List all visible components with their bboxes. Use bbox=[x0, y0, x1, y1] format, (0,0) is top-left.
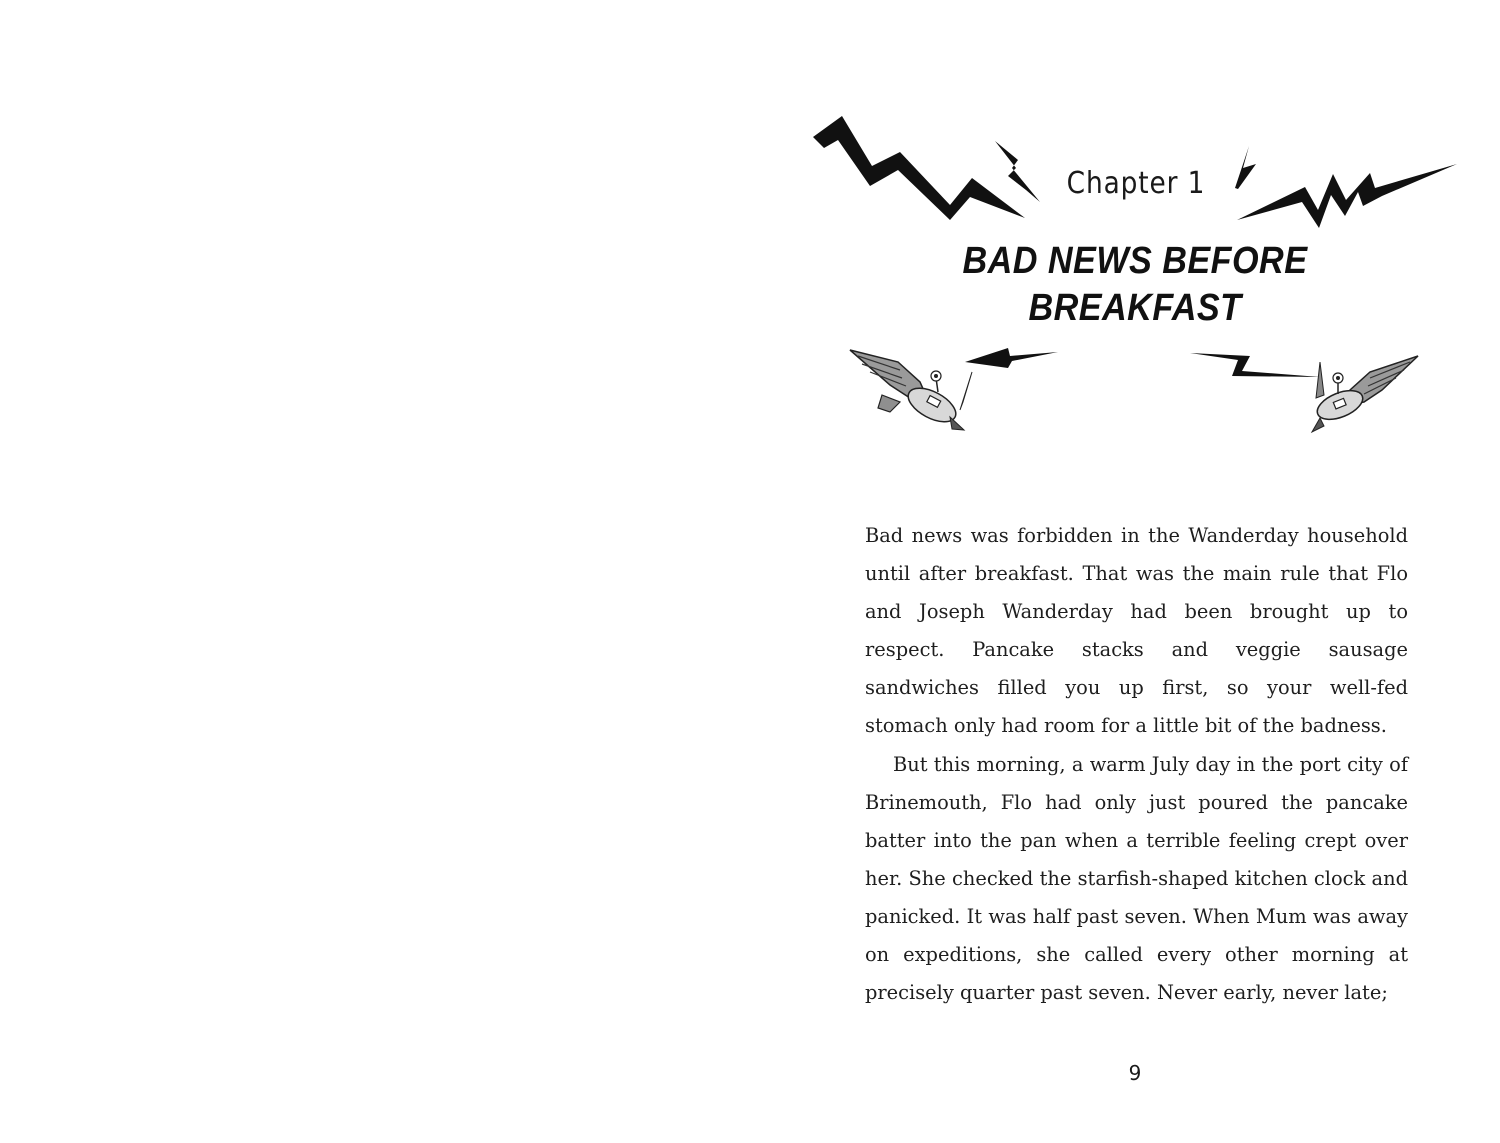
lightning-bolt-icon bbox=[1190, 353, 1320, 377]
lightning-bolt-icon bbox=[995, 141, 1040, 202]
lightning-bolt-icon bbox=[1235, 146, 1256, 189]
paragraph: Bad news was forbidden in the Wanderday household until after breakfast. That was the main rule that Flo and Joseph Wanderday had been brought up to respect. Pancake stacks and veggie sausage sandwiches filled you up first, so your well-fed stomach only had room for a little bit of the badness. bbox=[865, 524, 1408, 738]
paragraph: But this morning, a warm July day in the port city of Brinemouth, Flo had only just poured the pancake batter into the pan when a terrible feeling crept over her. She checked the starfish-shaped kitchen clock and panicked. It was half past seven. When Mum was away on expeditions, she called every other morning at precisely quarter past seven. Never early, never late; bbox=[865, 752, 1408, 1005]
chapter-number: Chapter 1 bbox=[1066, 166, 1206, 201]
chapter-title bbox=[951, 238, 1320, 332]
robot-bird-icon bbox=[1312, 356, 1418, 432]
lightning-bolt-icon bbox=[813, 116, 1025, 220]
lightning-bolt-icon bbox=[1237, 164, 1457, 228]
chapter-body-text bbox=[865, 517, 1408, 1012]
chapter-title-line: BAD NEWS BEFORE bbox=[962, 240, 1308, 282]
page-number: 9 bbox=[1128, 1061, 1142, 1085]
chapter-title-line: BREAKFAST bbox=[1028, 287, 1242, 329]
chapter-header-illustration bbox=[750, 0, 1500, 470]
right-page bbox=[750, 0, 1500, 1143]
robot-bird-icon bbox=[850, 350, 972, 430]
lightning-bolt-icon bbox=[965, 348, 1058, 368]
